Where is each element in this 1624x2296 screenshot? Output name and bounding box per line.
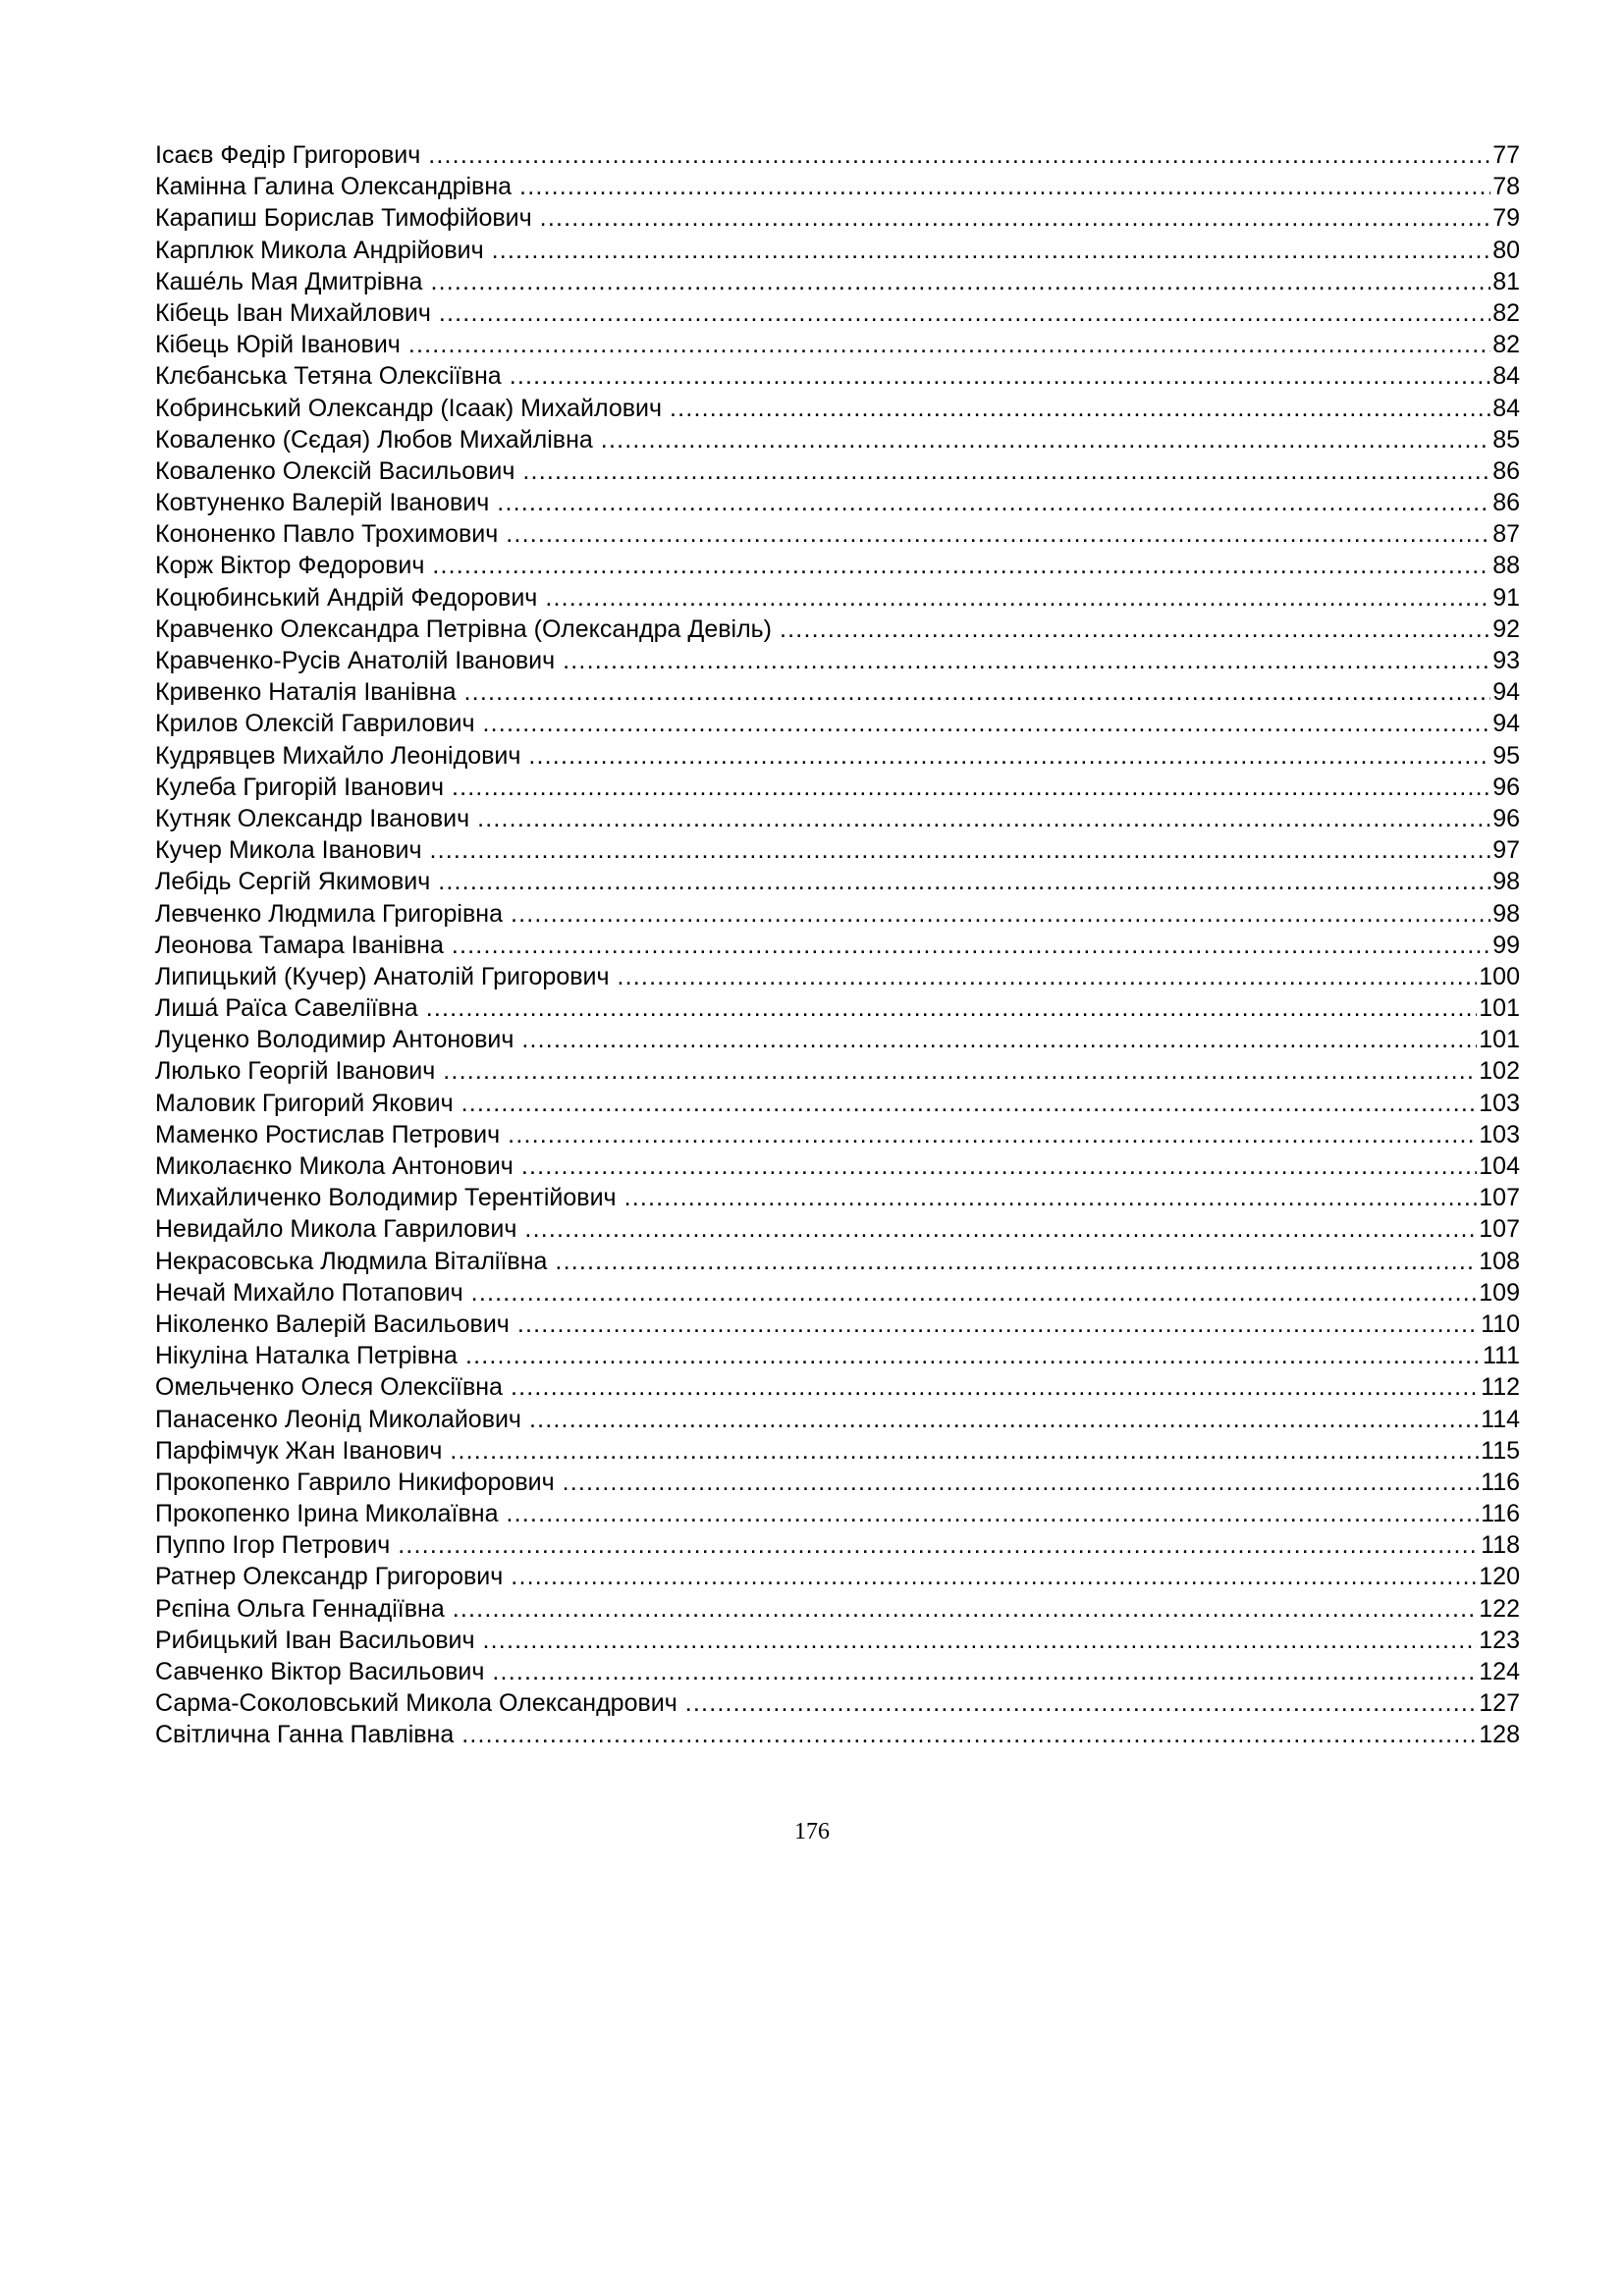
toc-entry [155,1182,1520,1213]
toc-entry-name: Кутняк Олександр Іванович [155,804,470,832]
toc-entry-name: Клєбанська Тетяна Олексіївна [155,362,502,391]
toc-entry [155,834,1520,866]
toc-entry-page: 120 [1479,1563,1520,1591]
toc-dot-leader [524,1213,1477,1245]
toc-dot-leader [464,676,1491,708]
toc-entry-page: 116 [1481,1500,1520,1528]
toc-entry-page: 111 [1482,1342,1520,1370]
toc-entry-name: Кулеба Григорій Іванович [155,773,444,801]
toc-entry [155,139,1520,171]
toc-entry-name: Каше́ль Мая Дмитрівна [155,267,423,295]
toc-entry-name: Парфімчук Жан Іванович [155,1436,443,1465]
toc-entry [155,1088,1520,1119]
toc-entry [155,803,1520,834]
toc-entry [155,866,1520,897]
toc-dot-leader [450,1435,1479,1467]
toc-dot-leader [508,1119,1477,1150]
toc-entry-page: 104 [1479,1152,1520,1180]
toc-entry-page: 79 [1492,204,1520,233]
toc-entry-name: Коцюбинський Андрій Федорович [155,583,538,612]
toc-entry-page: 82 [1492,298,1520,327]
toc-entry-name: Лебідь Сергій Якимович [155,868,431,896]
toc-dot-leader [528,740,1490,772]
toc-dot-leader [408,329,1490,360]
toc-dot-leader [511,1561,1477,1592]
toc-dot-leader [428,139,1490,171]
toc-entry [155,1150,1520,1182]
toc-entry [155,1308,1520,1340]
toc-dot-leader [624,1182,1478,1213]
table-of-contents [155,139,1520,1751]
toc-dot-leader [563,1467,1480,1498]
toc-dot-leader [483,1625,1478,1656]
toc-entry-name: Михайличенко Володимир Терентійович [155,1184,617,1212]
toc-entry-page: 80 [1492,236,1520,264]
toc-entry [155,235,1520,266]
toc-entry-name: Корж Віктор Федорович [155,552,425,580]
toc-entry-name: Сарма-Соколовський Микола Олександрович [155,1689,677,1718]
toc-entry-page: 102 [1479,1057,1520,1086]
toc-entry-name: Луценко Володимир Антонович [155,1026,514,1054]
toc-entry [155,1213,1520,1245]
toc-entry [155,202,1520,234]
toc-entry-name: Рєпіна Ольга Геннадіївна [155,1594,445,1623]
toc-entry-page: 122 [1479,1594,1520,1623]
toc-entry [155,297,1520,329]
toc-dot-leader [521,1024,1477,1055]
toc-entry [155,1467,1520,1498]
toc-entry-page: 82 [1492,331,1520,359]
toc-entry [155,1277,1520,1308]
toc-entry [155,930,1520,961]
toc-entry-name: Пуппо Ігор Петрович [155,1531,391,1560]
toc-entry [155,1529,1520,1561]
toc-entry-name: Лиша́ Раїса Савеліївна [155,994,418,1023]
toc-entry-name: Камінна Галина Олександрівна [155,173,513,201]
toc-entry-page: 98 [1492,899,1520,928]
toc-dot-leader [670,393,1490,424]
toc-entry [155,518,1520,550]
toc-entry [155,992,1520,1024]
toc-dot-leader [429,834,1490,866]
toc-entry-name: Кононенко Павло Трохимович [155,520,499,549]
toc-dot-leader [497,487,1490,518]
toc-entry [155,614,1520,645]
toc-dot-leader [601,424,1490,455]
toc-entry-page: 124 [1479,1658,1520,1685]
toc-entry [155,329,1520,360]
toc-entry [155,676,1520,708]
toc-entry-page: 77 [1492,141,1520,169]
toc-entry-name: Миколаєнко Микола Антонович [155,1152,514,1180]
toc-entry-page: 114 [1481,1405,1520,1433]
toc-entry [155,1719,1520,1750]
toc-dot-leader [461,1088,1478,1119]
toc-dot-leader [461,1719,1477,1750]
toc-entry-page: 96 [1492,773,1520,801]
toc-entry-page: 86 [1492,489,1520,517]
toc-entry-name: Маменко Ростислав Петрович [155,1120,501,1148]
toc-dot-leader [483,708,1491,739]
toc-entry-page: 92 [1492,614,1520,643]
toc-entry-page: 91 [1492,583,1520,612]
toc-dot-leader [492,1656,1477,1687]
toc-dot-leader [492,235,1491,266]
toc-entry [155,1625,1520,1656]
toc-entry [155,1561,1520,1592]
toc-entry [155,550,1520,581]
toc-dot-leader [471,1277,1478,1308]
toc-entry-name: Кобринський Олександр (Ісаак) Михайлович [155,394,663,422]
page-number: 176 [794,1819,830,1844]
toc-entry-page: 103 [1479,1120,1520,1148]
toc-entry-name: Нечай Михайло Потапович [155,1278,463,1307]
toc-entry [155,393,1520,424]
toc-entry-name: Ковтуненко Валерій Іванович [155,489,490,517]
toc-dot-leader [521,1150,1477,1182]
toc-entry-name: Кучер Микола Іванович [155,836,422,865]
toc-entry [155,1055,1520,1087]
toc-dot-leader [555,1246,1477,1277]
toc-dot-leader [522,455,1490,487]
toc-dot-leader [477,803,1490,834]
toc-entry-page: 99 [1492,931,1520,959]
toc-entry [155,582,1520,614]
toc-entry-name: Панасенко Леонід Миколайович [155,1405,521,1433]
toc-entry-page: 110 [1481,1309,1520,1338]
toc-entry [155,424,1520,455]
toc-entry-page: 127 [1479,1689,1520,1718]
toc-entry-name: Ратнер Олександр Григорович [155,1563,504,1591]
toc-dot-leader [430,266,1490,297]
toc-dot-leader [510,360,1491,392]
toc-entry [155,1371,1520,1403]
toc-entry-name: Кібець Іван Михайлович [155,298,431,327]
toc-entry [155,487,1520,518]
toc-entry-name: Нікуліна Наталка Петрівна [155,1342,458,1370]
toc-entry-name: Коваленко (Сєдая) Любов Михайлівна [155,425,593,454]
toc-dot-leader [511,1371,1479,1403]
toc-dot-leader [511,898,1490,930]
toc-entry [155,1340,1520,1371]
toc-entry-name: Липицький (Кучер) Анатолій Григорович [155,962,610,990]
toc-dot-leader [452,772,1490,803]
toc-entry [155,1498,1520,1529]
toc-dot-leader [540,202,1491,234]
toc-dot-leader [439,297,1490,329]
toc-entry-name: Прокопенко Ірина Миколаївна [155,1500,499,1528]
toc-dot-leader [563,645,1490,676]
toc-dot-leader [453,1593,1478,1625]
toc-entry-name: Кравченко Олександра Петрівна (Олександра Девіль) [155,614,773,643]
toc-entry-name: Прокопенко Гаврило Никифорович [155,1468,555,1496]
toc-entry-name: Рибицький Іван Васильович [155,1626,475,1654]
toc-entry-page: 96 [1492,804,1520,832]
toc-entry [155,266,1520,297]
toc-entry [155,772,1520,803]
toc-entry [155,1119,1520,1150]
toc-entry [155,1024,1520,1055]
toc-entry-name: Світлична Ганна Павлівна [155,1721,455,1749]
toc-dot-leader [780,614,1490,645]
toc-entry-name: Кудрявцев Михайло Леонідович [155,741,521,770]
toc-dot-leader [517,1308,1479,1340]
toc-entry-page: 88 [1492,552,1520,580]
toc-dot-leader [529,1404,1479,1435]
toc-entry [155,740,1520,772]
toc-entry-name: Левченко Людмила Григорівна [155,899,503,928]
toc-entry [155,1246,1520,1277]
toc-entry-name: Карплюк Микола Андрійович [155,236,484,264]
toc-entry-page: 84 [1492,362,1520,391]
toc-dot-leader [685,1687,1478,1719]
toc-entry-name: Люлько Георгій Іванович [155,1057,436,1086]
toc-entry-page: 116 [1481,1468,1520,1496]
toc-entry-page: 115 [1481,1436,1520,1465]
toc-dot-leader [465,1340,1481,1371]
toc-dot-leader [506,1498,1479,1529]
toc-entry [155,171,1520,202]
toc-entry-name: Маловик Григорий Якович [155,1089,454,1117]
toc-dot-leader [398,1529,1479,1561]
toc-entry-page: 98 [1492,868,1520,896]
toc-entry-page: 87 [1492,520,1520,549]
toc-entry-page: 85 [1492,425,1520,454]
toc-entry-name: Кривенко Наталія Іванівна [155,678,457,707]
toc-entry-page: 123 [1479,1626,1520,1654]
toc-entry-name: Кравченко-Русів Анатолій Іванович [155,647,556,674]
toc-entry-name: Ісаєв Федір Григорович [155,141,421,169]
toc-entry-page: 95 [1492,741,1520,770]
toc-dot-leader [545,582,1490,614]
toc-entry-page: 94 [1492,678,1520,707]
toc-entry-page: 78 [1492,173,1520,201]
toc-entry [155,708,1520,739]
toc-entry-page: 94 [1492,710,1520,738]
toc-dot-leader [432,550,1490,581]
toc-dot-leader [438,866,1490,897]
toc-entry-page: 101 [1479,994,1520,1023]
toc-entry-page: 93 [1492,647,1520,674]
toc-entry-page: 86 [1492,456,1520,485]
toc-entry-page: 108 [1479,1247,1520,1275]
toc-dot-leader [452,930,1490,961]
toc-entry-page: 118 [1481,1531,1520,1560]
toc-entry-name: Ніколенко Валерій Васильович [155,1309,510,1338]
toc-entry-name: Крилов Олексій Гаврилович [155,710,475,738]
toc-entry-name: Кібець Юрій Іванович [155,331,401,359]
toc-entry-name: Омельченко Олеся Олексіївна [155,1373,503,1402]
toc-entry-name: Некрасовська Людмила Віталіївна [155,1247,548,1275]
toc-entry-name: Леонова Тамара Іванівна [155,931,444,959]
toc-entry [155,1404,1520,1435]
toc-entry-page: 100 [1479,962,1520,990]
toc-entry [155,645,1520,676]
toc-entry [155,1593,1520,1625]
toc-dot-leader [443,1055,1477,1087]
toc-entry [155,1435,1520,1467]
toc-entry-page: 107 [1479,1215,1520,1244]
toc-dot-leader [618,961,1478,992]
toc-dot-leader [426,992,1478,1024]
toc-entry-name: Невидайло Микола Гаврилович [155,1215,517,1244]
toc-entry [155,1656,1520,1687]
toc-entry-page: 84 [1492,394,1520,422]
toc-entry-name: Коваленко Олексій Васильович [155,456,515,485]
toc-entry [155,961,1520,992]
toc-entry-page: 97 [1492,836,1520,865]
toc-entry-page: 81 [1492,267,1520,295]
toc-entry-page: 101 [1479,1026,1520,1054]
toc-entry [155,360,1520,392]
toc-entry-page: 128 [1479,1721,1520,1749]
toc-entry-page: 109 [1479,1278,1520,1307]
toc-entry-name: Карапиш Борислав Тимофійович [155,204,532,233]
toc-dot-leader [519,171,1490,202]
toc-entry [155,898,1520,930]
toc-entry [155,455,1520,487]
toc-entry-page: 112 [1481,1373,1520,1402]
toc-entry-name: Савченко Віктор Васильович [155,1658,485,1685]
toc-entry-page: 103 [1479,1089,1520,1117]
toc-dot-leader [506,518,1490,550]
toc-entry-page: 107 [1479,1184,1520,1212]
toc-entry [155,1687,1520,1719]
